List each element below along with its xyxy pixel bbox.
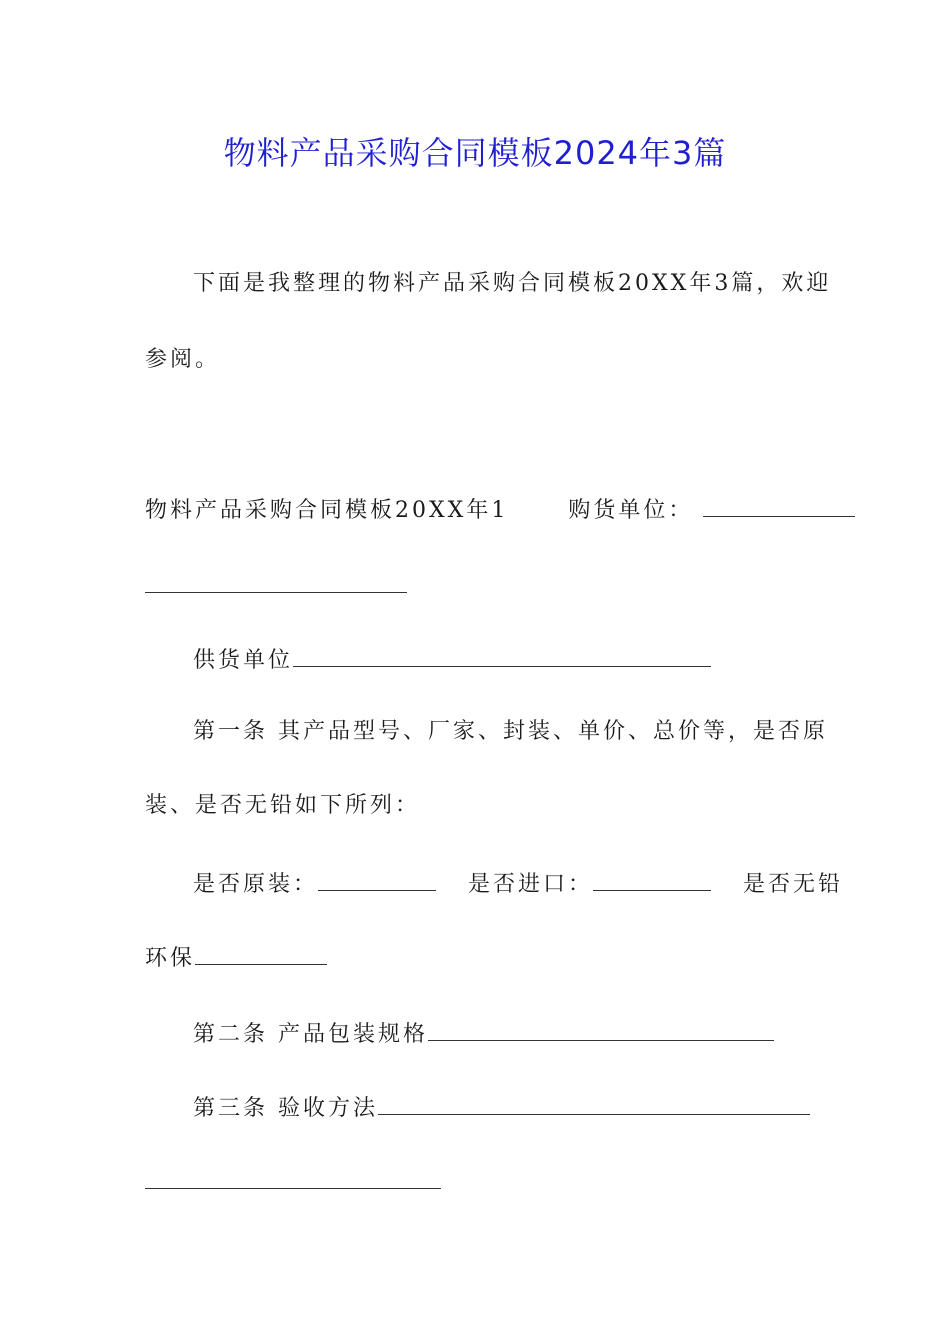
article2-row [193, 1014, 807, 1053]
leadfree-row [145, 938, 807, 977]
article3-blank-continued-row [145, 1162, 807, 1201]
article3-blank [378, 1088, 810, 1115]
contract-heading-row [145, 490, 807, 529]
import-label: 是否进口： [468, 872, 594, 897]
supplier-row [193, 640, 807, 679]
intro-line-2: 参阅。 [145, 347, 221, 372]
original-import-row [193, 864, 844, 903]
original-blank [318, 864, 436, 891]
buyer-blank-continued [145, 566, 407, 593]
leadfree-label: 是否无铅 [743, 872, 844, 897]
document-title: 物料产品采购合同模板2024年3篇 [223, 134, 727, 172]
article1-line-2: 装、是否无铅如下所列： [145, 793, 421, 818]
buyer-blank [703, 490, 855, 517]
article3-blank-continued [145, 1162, 441, 1189]
article3-row [193, 1088, 807, 1127]
supplier-blank [293, 640, 711, 667]
buyer-label: 购货单位： [568, 498, 694, 523]
article2-blank [428, 1014, 774, 1041]
leadfree-label-continued: 环保 [145, 946, 196, 971]
original-label: 是否原装： [193, 872, 319, 897]
leadfree-blank [195, 938, 327, 965]
supplier-label: 供货单位 [193, 648, 294, 673]
article3-label: 第三条 验收方法 [193, 1096, 378, 1121]
article1-line-1: 第一条 其产品型号、厂家、封装、单价、总价等，是否原 [193, 719, 828, 744]
article2-label: 第二条 产品包装规格 [193, 1022, 428, 1047]
intro-line-1: 下面是我整理的物料产品采购合同模板20XX年3篇，欢迎 [193, 271, 832, 296]
contract-heading: 物料产品采购合同模板20XX年1 [145, 498, 509, 523]
buyer-blank-continued-row [145, 566, 807, 605]
import-blank [593, 864, 711, 891]
